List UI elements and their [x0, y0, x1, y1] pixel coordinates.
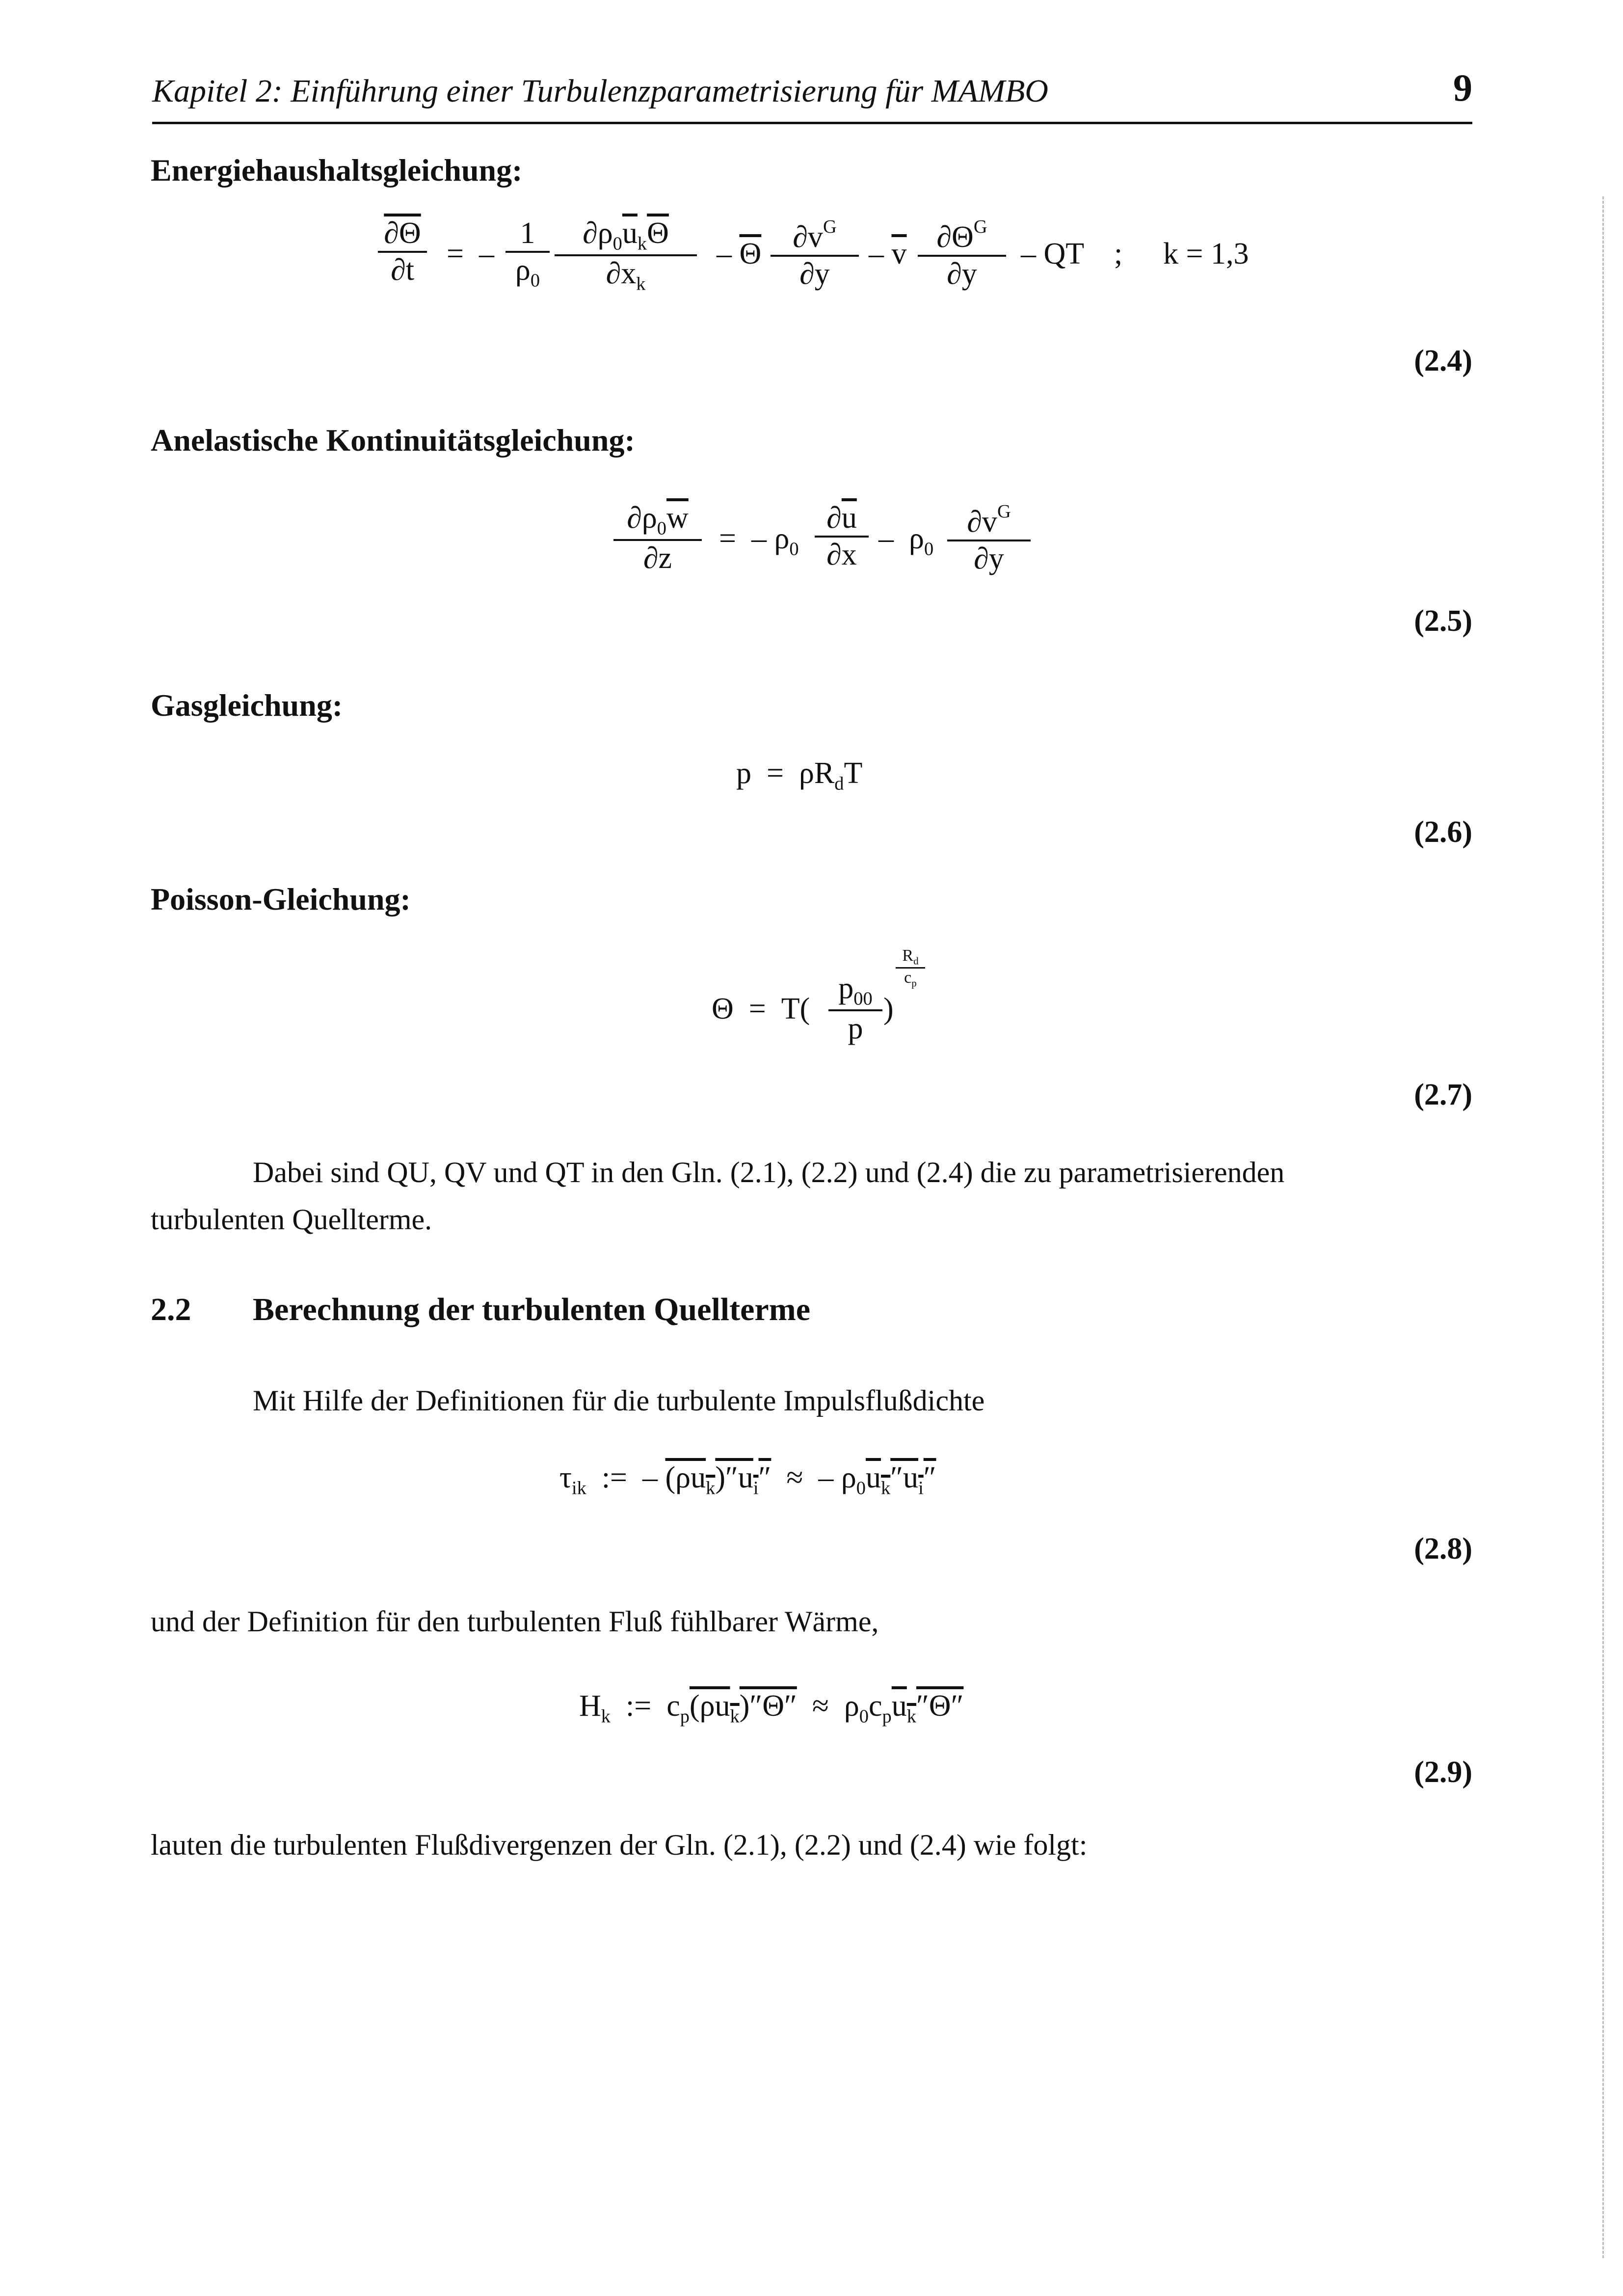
fraction-dtheta-dt: ∂Θ ∂t — [378, 216, 427, 288]
paragraph-3: und der Definition für den turbulenten Fluß fühlbarer Wärme, — [151, 1605, 879, 1638]
section-number: 2.2 — [151, 1292, 191, 1327]
exponent-rd-over-cp: $R_d$ $c_p$ — [896, 946, 925, 990]
momentum-flux-equation: $\tau_{ik}$ := – $(\rho u_k)''u_i''$ ≈ – $\rho_0u_k''u_i''$ — [559, 1461, 936, 1499]
paragraph-1-line-1: Dabei sind QU, QV und QT in den Gln. (2.1), (2.2) und (2.4) die zu parametrisierenden — [253, 1156, 1285, 1189]
paragraph-2: Mit Hilfe der Definitionen für die turbulente Impulsflußdichte — [253, 1384, 985, 1417]
poisson-equation-heading: Poisson-Gleichung: — [151, 882, 411, 917]
poisson-equation: Θ = T( $p_{00}$ p ) $R_d$ $c_p$ — [712, 952, 932, 1065]
index-condition: k = 1,3 — [1163, 237, 1249, 270]
fraction-flux-divergence: $\partial\rho_0\overline{u}_k\overline{\Theta}$ $\partial x_k$ — [555, 216, 697, 295]
fraction-dvg-dy: $\partial v^G$ ∂y — [771, 216, 859, 292]
paragraph-4: lauten die turbulenten Flußdivergenzen der Gln. (2.1), (2.2) und (2.4) wie folgt: — [151, 1829, 1088, 1861]
fraction-one-over-rho: 1 $\rho_0$ — [506, 216, 550, 291]
equation-number-2-5: (2.5) — [1414, 604, 1472, 638]
fraction-drho-w-dz: $\partial\rho_0\overline{w}$ ∂z — [613, 501, 702, 576]
equation-number-2-8: (2.8) — [1414, 1532, 1472, 1566]
gas-equation-heading: Gasgleichung: — [151, 688, 343, 723]
energy-equation-heading: Energiehaushaltsgleichung: — [151, 153, 523, 188]
chapter-title: Kapitel 2: Einführung einer Turbulenzparametrisierung für MAMBO — [152, 73, 1048, 109]
scan-margin-line — [1602, 196, 1604, 2258]
fraction-dthetag-dy: $\partial\Theta^G$ ∂y — [918, 216, 1006, 292]
equation-number-2-6: (2.6) — [1414, 815, 1472, 849]
equation-number-2-7: (2.7) — [1414, 1078, 1472, 1111]
page-number: 9 — [1453, 66, 1472, 109]
fraction-p00-over-p: $p_{00}$ p — [828, 971, 882, 1046]
fraction-du-dx: $\partial\overline{u}$ ∂x — [815, 501, 869, 572]
page-header — [152, 66, 1472, 124]
gas-equation: $p = \rho R_dT$ — [736, 756, 863, 794]
heat-flux-equation: $H_k$ := $c_p(\rho u_k)''\Theta'' \approx \rho_0c_pu_k''\Theta''$ — [579, 1689, 964, 1727]
section-title: Berechnung der turbulenten Quellterme — [253, 1292, 810, 1327]
equation-number-2-4: (2.4) — [1414, 344, 1472, 378]
continuity-equation: $\partial\rho_0\overline{w}$ ∂z = – $\rho_0$ $\partial\overline{u}$ ∂x – $\rho_0$ $\partial v^G$ ∂y — [613, 501, 1055, 599]
fraction-dvg-dy-2: $\partial v^G$ ∂y — [947, 501, 1031, 576]
continuity-equation-heading: Anelastische Kontinuitätsgleichung: — [151, 423, 635, 458]
equation-number-2-9: (2.9) — [1414, 1756, 1472, 1789]
energy-equation: ∂Θ ∂t = – 1 $\rho_0$ $\partial\rho_0\overline{u}_k\overline{\Theta}$ $\partial x_k$ – $\overline{\Theta}$ $\partial v^G$ ∂y – $\overline{v}$ $\partial\Theta^G$ ∂y – QT ; k = 1,3 — [378, 216, 1261, 329]
paragraph-1-line-2: turbulenten Quellterme. — [151, 1203, 432, 1236]
